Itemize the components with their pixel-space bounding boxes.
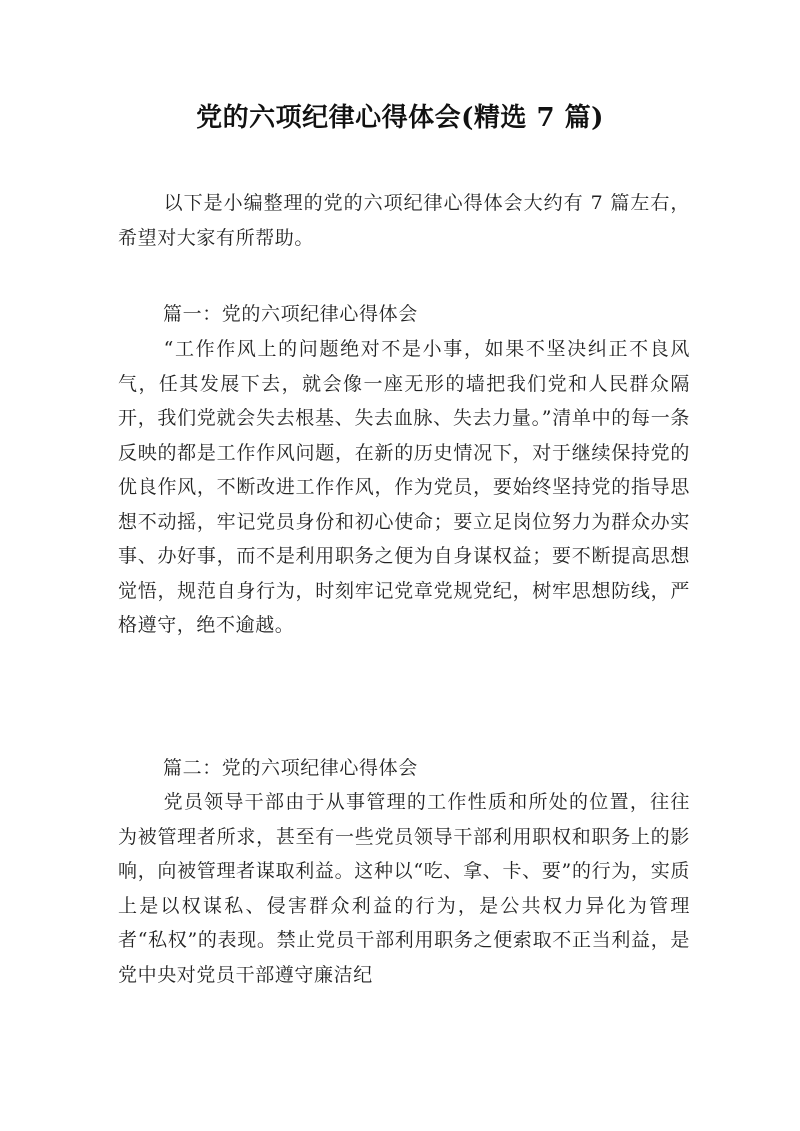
section-1-heading: 篇一：党的六项纪律心得体会: [163, 303, 418, 325]
document-title: 党的六项纪律心得体会(精选 7 篇): [196, 103, 604, 133]
intro-paragraph: 以下是小编整理的党的六项纪律心得体会大约有 7 篇左右，希望对大家有所帮助。: [118, 192, 690, 249]
section-2-heading: 篇二：党的六项纪律心得体会: [163, 757, 418, 779]
section-1-paragraph: “工作作风上的问题绝对不是小事，如果不坚决纠正不良风气，任其发展下去，就会像一座无形的墙把我们党和人民群众隔开，我们党就会失去根基、失去血脉、失去力量。”清单中的每一条反映的都是工作作风问题，在新的历史情况下，对于继续保持党的优良作风，不断改进工作作风，作为党员，要始终坚持党的指导思想不动摇，牢记党员身份和初心使命；要立足岗位努力为群众办实事、办好事，而不是利用职务之便为自身谋权益；要不断提高思想觉悟，规范自身行为，时刻牢记党章党规党纪，树牢思想防线，严格遵守，绝不逾越。: [118, 338, 690, 636]
section-2-paragraph: 党员领导干部由于从事管理的工作性质和所处的位置，往往为被管理者所求，甚至有一些党员领导干部利用职权和职务上的影响，向被管理者谋取利益。这种以“吃、拿、卡、要”的行为，实质上是以权谋私、侵害群众利益的行为，是公共权力异化为管理者“私权”的表现。禁止党员干部利用职务之便索取不正当利益，是党中央对党员干部遵守廉洁纪: [118, 791, 690, 986]
